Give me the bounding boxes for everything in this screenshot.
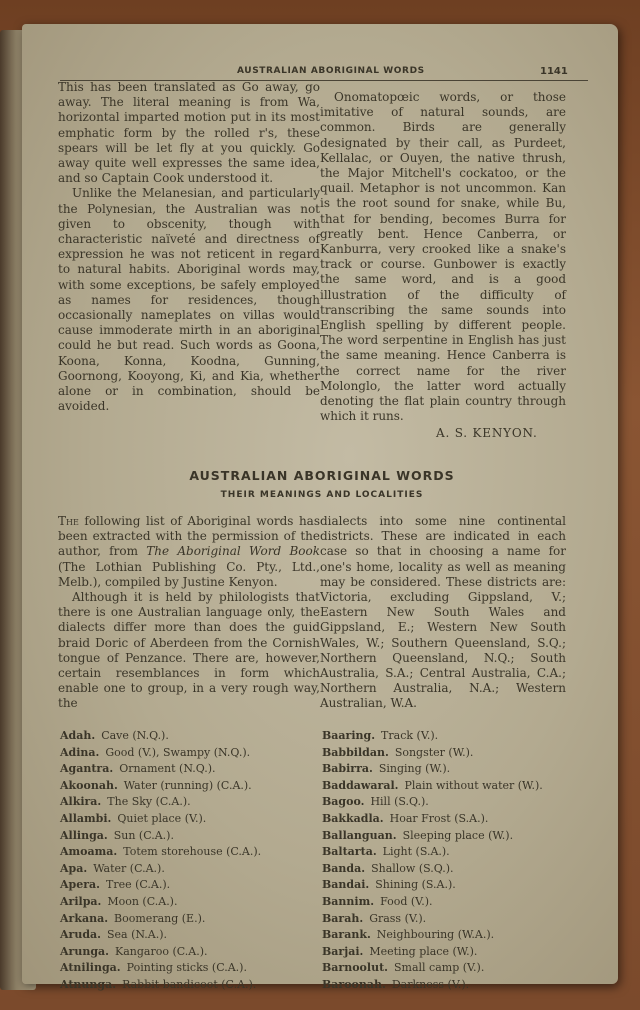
entry-word: Barank. — [322, 928, 371, 942]
intro-paragraph — [58, 514, 320, 590]
word-entry — [60, 894, 330, 911]
entry-meaning: Food (V.). — [380, 894, 433, 908]
word-entry — [60, 861, 330, 878]
intro-text: following list of Aboriginal words has been extracted with the permission of the author, from — [58, 514, 320, 559]
word-entry — [60, 811, 330, 828]
author-signature: A. S. KENYON. — [436, 426, 538, 440]
article-paragraph: Onomatopœic words, or those imitative of natural sounds, are common. Birds are generally designated by their call, as Purdeet, Kellalac, or Ouyen, the native thrush, the Major Mitchell's cockatoo, or the quail. Metaphor is not uncommon. Kan is the root sound for snake, while Bu, that for bending, becomes Burra for greatly bent. Hence Canberra, or Kanburra, very crooked like a snake's track or course. Gunbower is exactly the same word, and is a good illustration of the difficulty of transcribing the same sounds into English spelling by different people. The word serpentine in English has just the same meaning. Hence Canberra is the correct name for the river Molonglo, the latter word actually denoting the flat plain country through which it runs. — [320, 90, 566, 424]
word-entry — [60, 828, 330, 845]
entry-word: Alkira. — [60, 795, 102, 809]
word-entry — [322, 944, 572, 961]
entry-word: Baaring. — [322, 729, 376, 742]
entry-meaning: Light (S.A.). — [382, 845, 450, 859]
intro-text: (The Lothian Publishing Co. Pty., Ltd., Melb.), compiled by Justine Kenyon. — [58, 559, 320, 589]
intro-paragraph: dialects into some nine continental districts. These are indicated in each case so that in choosing a name for one's home, locality as well as meaning may be considered. These districts are: Victoria, excluding Gippsland, V.; Eastern New South Wales and Gippsland, E.; Western New South Wales, W.; Southern Queensland, S.Q.; Northern Queensland, N.Q.; South Australia, S.A.; Central Australia, C.A.; Northern Australia, N.A.; Western Australian, W.A. — [320, 514, 566, 711]
word-entry — [322, 960, 572, 977]
entry-word: Baroonah. — [322, 977, 386, 991]
entry-word: Aruda. — [60, 928, 101, 942]
word-entry — [322, 794, 572, 811]
word-entry — [322, 861, 572, 878]
section-subtitle: THEIR MEANINGS AND LOCALITIES — [220, 490, 424, 500]
entry-word: Bagoo. — [322, 795, 365, 809]
book-title: The Aboriginal Word Book — [146, 544, 320, 559]
article-paragraph: This has been translated as Go away, go away. The literal meaning is from Wa, horizontal imparted motion put in its most emphatic form by the rolled r's, these spears will be let fly at you quickly. Go away quite well expresses the same idea, and so Captain Cook understood it. — [58, 80, 320, 186]
article-paragraph: Unlike the Melanesian, and particularly the Polynesian, the Australian was not given to obscenity, though with characteristic naïveté and directness of expression he was not reticent in regard to natural habits. Aboriginal words may, with some exceptions, be safely employed as names for residences, though occasionally nameplates on villas would cause immoderate mirth in an aboriginal could he but read. Such words as Goona, Koona, Konna, Koodna, Gunning, Goornong, Kooyong, Ki, and Kia, whether alone or in combination, should be avoided. — [58, 186, 320, 414]
word-entry — [322, 911, 572, 928]
entry-meaning: Singing (W.). — [378, 762, 451, 776]
entry-meaning: Pointing sticks (C.A.). — [126, 961, 247, 975]
word-entry — [60, 911, 330, 928]
entry-meaning: Cave (N.Q.). — [101, 729, 169, 742]
entry-word: Bannim. — [322, 894, 375, 908]
word-entry — [60, 745, 330, 762]
word-entry — [322, 761, 572, 778]
entry-meaning: Sleeping place (W.). — [402, 828, 514, 842]
entry-word: Allinga. — [60, 828, 108, 842]
word-entry — [60, 778, 330, 795]
word-entry — [60, 877, 330, 894]
word-entry — [60, 927, 330, 944]
entry-word: Apa. — [60, 861, 88, 875]
page-number: 1141 — [540, 66, 568, 77]
entry-meaning: Moon (C.A.). — [107, 894, 178, 908]
entry-word: Amoama. — [60, 845, 118, 859]
entry-word: Barnoolut. — [322, 961, 388, 975]
intro-right-column — [320, 514, 566, 724]
intro-paragraph: Although it is held by philologists that there is one Australian language only, the dialects differ more than does the guid braid Doric of Aberdeen from the Cornish tongue of Penzance. There are, however, certain resemblances in form which enable one to group, in a very rough way, the — [58, 590, 320, 711]
word-entry — [322, 877, 572, 894]
word-entry — [322, 927, 572, 944]
word-entry — [322, 894, 572, 911]
entry-meaning: Grass (V.). — [369, 911, 427, 925]
word-entry — [322, 778, 572, 795]
intro-left-column — [58, 514, 320, 728]
entry-meaning: Meeting place (W.). — [369, 944, 478, 958]
entry-meaning: Sea (N.A.). — [106, 928, 168, 942]
entry-word: Babirra. — [322, 762, 373, 776]
entry-meaning: Ornament (N.Q.). — [119, 762, 216, 776]
entry-word: Agantra. — [60, 762, 114, 776]
word-entry — [322, 828, 572, 845]
word-entry — [322, 811, 572, 828]
entry-meaning: Hill (S.Q.). — [370, 795, 429, 809]
entry-word: Apera. — [60, 878, 100, 892]
word-list-right — [322, 728, 572, 991]
entry-word: Adina. — [60, 745, 100, 759]
article-left-column — [58, 80, 320, 460]
word-entry — [60, 844, 330, 861]
running-title: AUSTRALIAN ABORIGINAL WORDS — [237, 66, 425, 76]
entry-word: Baddawaral. — [322, 778, 399, 792]
article-right-column — [320, 90, 566, 436]
entry-meaning: Hoar Frost (S.A.). — [389, 811, 489, 825]
entry-meaning: Water (C.A.). — [93, 861, 165, 875]
book-page — [22, 24, 618, 991]
section-title: AUSTRALIAN ABORIGINAL WORDS — [189, 468, 455, 483]
entry-meaning: Quiet place (V.). — [117, 811, 207, 825]
entry-word: Babbildan. — [322, 745, 389, 759]
entry-word: Bakkadla. — [322, 811, 384, 825]
entry-meaning: Shallow (S.Q.). — [371, 861, 454, 875]
entry-word: Adah. — [60, 729, 96, 742]
entry-word: Bandai. — [322, 878, 370, 892]
word-entry — [322, 977, 572, 994]
entry-meaning: Boomerang (E.). — [114, 911, 206, 925]
entry-meaning: Neighbouring (W.A.). — [376, 928, 495, 942]
word-entry — [60, 960, 330, 977]
entry-word: Akoonah. — [60, 778, 118, 792]
entry-word: Barah. — [322, 911, 364, 925]
entry-word: Allambi. — [60, 811, 112, 825]
entry-meaning: Totem storehouse (C.A.). — [123, 845, 262, 859]
entry-word: Atnilinga. — [60, 961, 121, 975]
entry-word: Arunga. — [60, 944, 109, 958]
intro-first-word: The — [58, 514, 79, 528]
entry-meaning: Small camp (V.). — [393, 961, 485, 975]
entry-meaning: Track (V.). — [381, 729, 439, 742]
entry-meaning: Rabbit bandicoot (C.A.). — [122, 977, 257, 991]
entry-meaning: Sun (C.A.). — [113, 828, 174, 842]
word-entry — [322, 745, 572, 762]
word-entry — [60, 794, 330, 811]
entry-meaning: Tree (C.A.). — [105, 878, 171, 892]
word-entry — [60, 944, 330, 961]
word-list-left — [60, 728, 330, 991]
entry-word: Barjai. — [322, 944, 364, 958]
entry-word: Ballanguan. — [322, 828, 397, 842]
entry-meaning: Good (V.), Swampy (N.Q.). — [105, 745, 251, 759]
entry-word: Banda. — [322, 861, 366, 875]
entry-word: Arilpa. — [60, 894, 102, 908]
entry-meaning: Plain without water (W.). — [404, 778, 543, 792]
entry-word: Atnunga. — [60, 977, 117, 991]
entry-meaning: Water (running) (C.A.). — [123, 778, 252, 792]
entry-meaning: Songster (W.). — [394, 745, 474, 759]
word-entry — [60, 728, 330, 745]
entry-meaning: Shining (S.A.). — [375, 878, 456, 892]
entry-word: Arkana. — [60, 911, 109, 925]
word-entry — [60, 977, 330, 994]
entry-meaning: Kangaroo (C.A.). — [114, 944, 208, 958]
entry-word: Baltarta. — [322, 845, 377, 859]
word-entry — [60, 761, 330, 778]
entry-meaning: The Sky (C.A.). — [107, 795, 191, 809]
word-entry — [322, 728, 572, 745]
entry-meaning: Darkness (V.). — [391, 977, 470, 991]
word-entry — [322, 844, 572, 861]
